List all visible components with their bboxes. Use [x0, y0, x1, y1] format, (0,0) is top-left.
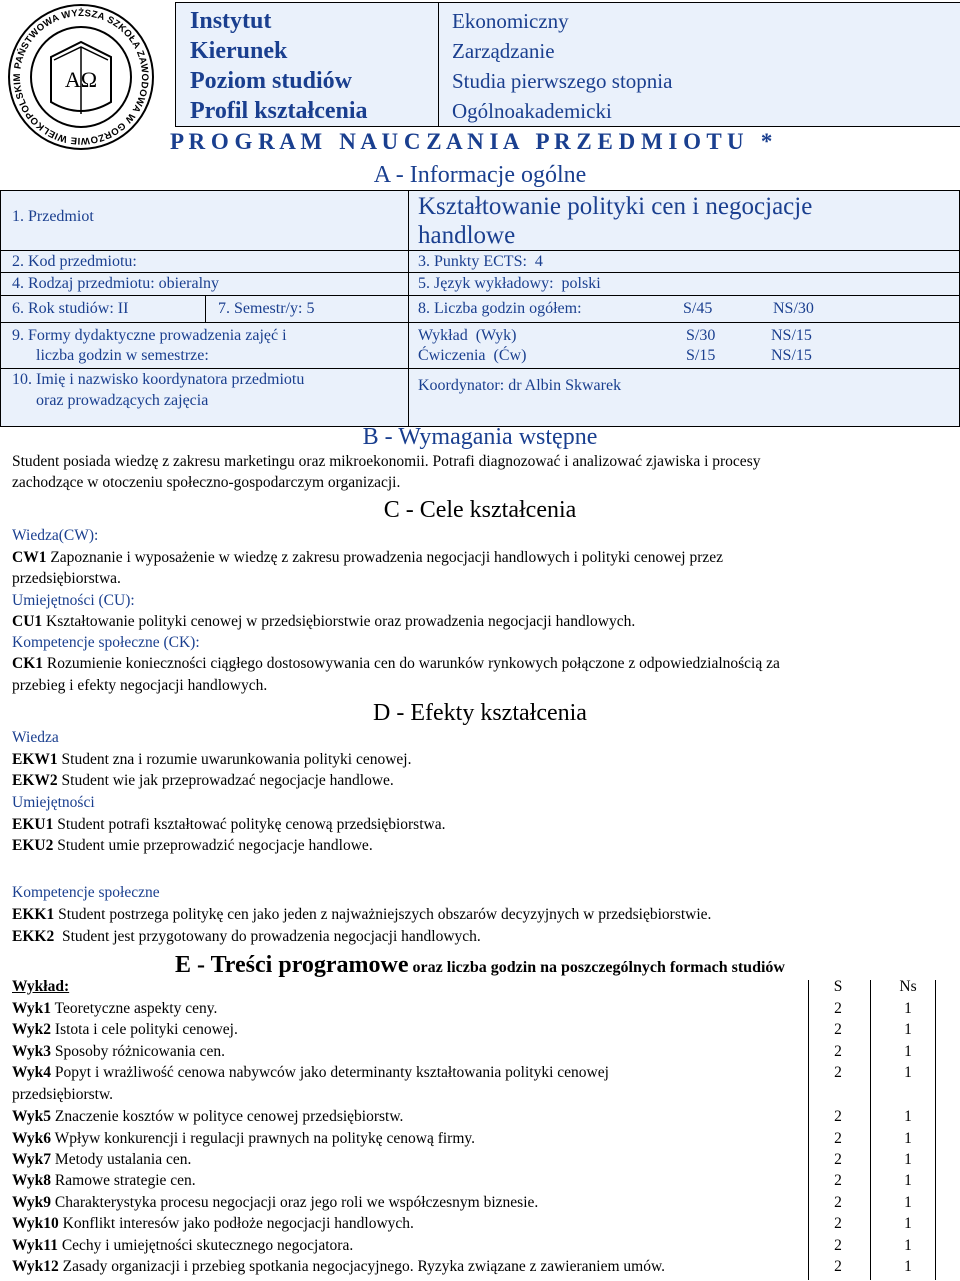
wyklad-item — [12, 1043, 802, 1061]
wyklad-item-text: Zasady organizacji i przebieg spotkania negocjacyjnego. Ryzyka związane z zawieraniem umów. — [58, 1258, 665, 1275]
ekk2-code: EKK2 — [12, 928, 55, 945]
wymagania-line-2: zachodzące w otoczeniu społeczno-gospodarczym organizacji. — [12, 474, 401, 491]
eku1-text: Student potrafi kształtować politykę cenową przedsiębiorstwa. — [53, 816, 446, 833]
col-s-header: S — [833, 978, 843, 995]
liczba-godzin-ns: NS/30 — [773, 300, 814, 317]
eku2-line — [12, 837, 373, 855]
koordynator-label-2: oraz prowadzących zajęcia — [36, 392, 209, 409]
wymagania-line-1: Student posiada wiedzę z zakresu marketingu oraz mikroekonomii. Potrafi diagnozować i analizować zjawiska i procesy — [12, 453, 761, 470]
cele-umiejetnosci-label: Umiejętności (CU): — [12, 592, 135, 609]
ekw2-text: Student wie jak przeprowadzać negocjacje handlowe. — [57, 772, 394, 789]
forma-cwiczenia: Ćwiczenia (Ćw) — [418, 347, 527, 364]
wyklad-item-code: Wyk8 — [12, 1172, 52, 1189]
wyklad-item-text: Popyt i wrażliwość cenowa nabywców jako determinanty kształtowania polityki cenowej — [51, 1064, 609, 1081]
wyklad-item — [12, 1064, 802, 1082]
wyklad-item-code: Wyk11 — [12, 1237, 58, 1254]
svg-text:PAŃSTWOWA WYŻSZA SZKOŁA ZAWODO: PAŃSTWOWA WYŻSZA SZKOŁA ZAWODOWA W GORZOWIE WIELKOPOLSKIM — [11, 7, 151, 147]
wyklad-item-hours-s: 2 — [834, 1108, 842, 1125]
wyklad-item-code: Wyk6 — [12, 1130, 52, 1147]
wyklad-item-code: Wyk1 — [12, 1000, 52, 1017]
eku1-code: EKU1 — [12, 816, 54, 833]
ck1-code: CK1 — [12, 655, 43, 672]
wyklad-item-hours-s: 2 — [834, 1237, 842, 1254]
wyklad-list-label: Wykład: — [12, 978, 70, 995]
ekk1-line — [12, 906, 711, 924]
section-e-heading-rest: oraz liczba godzin na poszczególnych formach studiów — [408, 959, 785, 976]
wyklad-item-hours-s: 2 — [834, 1172, 842, 1189]
kod-przedmiotu: 2. Kod przedmiotu: — [12, 253, 137, 270]
wyklad-item — [12, 1215, 802, 1233]
wyklad-item — [12, 1194, 802, 1212]
wyklad-item-hours-ns: 1 — [904, 1237, 912, 1254]
wyklad-item-hours-s: 2 — [834, 1151, 842, 1168]
ck1-text: Rozumienie konieczności ciągłego dostosowywania cen do warunków rynkowych połączone z odpowiedzialnością za — [43, 655, 780, 672]
cwiczenia-s: S/15 — [686, 347, 716, 364]
cwiczenia-ns: NS/15 — [771, 347, 812, 364]
col-ns-header: Ns — [899, 978, 917, 995]
ekw1-line — [12, 751, 411, 769]
wyklad-item-code: Wyk3 — [12, 1043, 52, 1060]
wyklad-item-text: Wpływ konkurencji i regulacji prawnych na politykę cenową firmy. — [51, 1130, 476, 1147]
section-e-heading — [0, 950, 960, 983]
rodzaj-przedmiotu: 4. Rodzaj przedmiotu: obieralny — [12, 275, 220, 292]
wyklad-item-hours-ns: 1 — [904, 1172, 912, 1189]
wyklad-item-hours-ns: 1 — [904, 1151, 912, 1168]
wyklad-item-hours-s: 2 — [834, 1215, 842, 1232]
wyklad-item-code: Wyk2 — [12, 1021, 52, 1038]
wyklad-item-hours-s: 2 — [834, 1021, 842, 1038]
wyklad-item-text: Istota i cele polityki cenowej. — [51, 1021, 238, 1038]
svg-text:AΩ: AΩ — [64, 67, 98, 92]
ekk1-code: EKK1 — [12, 906, 55, 923]
ck1-line-2: przebieg i efekty negocjacji handlowych. — [12, 677, 268, 694]
formy-label-1: 9. Formy dydaktyczne prowadzenia zajęć i — [12, 327, 287, 344]
header-value-kierunek: Zarządzanie — [452, 39, 555, 63]
wyklad-item-hours-ns: 1 — [904, 1064, 912, 1081]
wyklad-s: S/30 — [686, 327, 716, 344]
przedmiot-label: 1. Przedmiot — [12, 208, 94, 225]
header-value-poziom: Studia pierwszego stopnia — [452, 69, 673, 93]
ekk2-text: Student jest przygotowany do prowadzenia negocjacji handlowych. — [54, 928, 481, 945]
cele-kompetencje-label: Kompetencje społeczne (CK): — [12, 634, 200, 651]
wyklad-item — [12, 1021, 802, 1039]
cu1-code: CU1 — [12, 613, 43, 630]
wyklad-item — [12, 1000, 802, 1018]
liczba-godzin-label: 8. Liczba godzin ogółem: — [418, 300, 582, 317]
cw1-line-2: przedsiębiorstwa. — [12, 570, 121, 587]
header-label-profil: Profil kształcenia — [190, 98, 368, 124]
wyklad-item-text: Teoretyczne aspekty ceny. — [51, 1000, 218, 1017]
wyklad-item-hours-s: 2 — [834, 1130, 842, 1147]
ekw1-code: EKW1 — [12, 751, 58, 768]
cw1-line-1 — [12, 549, 723, 567]
cu1-text: Kształtowanie polityki cenowej w przedsiębiorstwie oraz prowadzenia negocjacji handlowych. — [42, 613, 636, 630]
przedmiot-name-line2: handlowe — [418, 222, 516, 249]
ekw1-text: Student zna i rozumie uwarunkowania polityki cenowej. — [57, 751, 412, 768]
wyklad-item-hours-ns: 1 — [904, 1043, 912, 1060]
wyklad-item-code: Wyk4 — [12, 1064, 52, 1081]
eku2-code: EKU2 — [12, 837, 54, 854]
wyklad-item-hours-s: 2 — [834, 1000, 842, 1017]
efekty-kompetencje-label: Kompetencje społeczne — [12, 884, 160, 901]
forma-wyklad: Wykład (Wyk) — [418, 327, 517, 344]
ekw2-code: EKW2 — [12, 772, 58, 789]
ekw2-line — [12, 772, 394, 790]
wyklad-item-text: Cechy i umiejętności skutecznego negocjatora. — [57, 1237, 354, 1254]
section-b-heading: B - Wymagania wstępne — [362, 424, 598, 450]
wyklad-item — [12, 1151, 802, 1169]
university-logo — [6, 2, 156, 152]
cu1-line — [12, 613, 635, 631]
wyklad-item-hours-ns: 1 — [904, 1194, 912, 1211]
wyklad-item-hours-ns: 1 — [904, 1000, 912, 1017]
wyklad-item-code: Wyk5 — [12, 1108, 52, 1125]
program-title: P R O G R A M N A U C Z A N I A P R Z E D M I O T U * — [170, 129, 773, 154]
wyklad-item — [12, 1237, 802, 1255]
wyklad-item-text: Charakterystyka procesu negocjacji oraz jego roli we współczesnym biznesie. — [51, 1194, 539, 1211]
wyklad-item-text: Metody ustalania cen. — [51, 1151, 192, 1168]
wyklad-item-text: Ramowe strategie cen. — [51, 1172, 196, 1189]
wyklad-item-hours-s: 2 — [834, 1258, 842, 1275]
semestr: 7. Semestr/y: 5 — [218, 300, 315, 317]
wyklad-item-hours-s: 2 — [834, 1194, 842, 1211]
wyklad-item-hours-ns: 1 — [904, 1215, 912, 1232]
wyklad-item-code: Wyk10 — [12, 1215, 59, 1232]
header-label-instytut: Instytut — [190, 8, 272, 34]
section-e-heading-main: E - Treści programowe — [175, 952, 409, 978]
punkty-ects: 3. Punkty ECTS: 4 — [418, 253, 543, 270]
ekk1-text: Student postrzega politykę cen jako jeden z najważniejszych obszarów decyzyjnych w przedsiębiorstwie. — [54, 906, 712, 923]
wyklad-item-hours-ns: 1 — [904, 1108, 912, 1125]
logo-emblem-icon — [6, 2, 156, 152]
wyklad-item-hours-ns: 1 — [904, 1130, 912, 1147]
eku2-text: Student umie przeprowadzić negocjacje handlowe. — [53, 837, 373, 854]
efekty-umiejetnosci-label: Umiejętności — [12, 794, 95, 811]
wyklad-item — [12, 1108, 802, 1126]
wyklad-ns: NS/15 — [771, 327, 812, 344]
wyklad-item-text-cont: przedsiębiorstw. — [12, 1086, 114, 1103]
wyklad-item-hours-s: 2 — [834, 1043, 842, 1060]
koordynator-value: Koordynator: dr Albin Skwarek — [418, 377, 622, 394]
wyklad-item-text: Sposoby różnicowania cen. — [51, 1043, 225, 1060]
header-label-kierunek: Kierunek — [190, 38, 288, 64]
ck1-line-1 — [12, 655, 780, 673]
wyklad-item — [12, 1130, 802, 1148]
wyklad-item — [12, 1258, 802, 1276]
rok-studiow: 6. Rok studiów: II — [12, 300, 129, 317]
wyklad-item — [12, 1172, 802, 1190]
liczba-godzin-s: S/45 — [683, 300, 713, 317]
header-label-poziom: Poziom studiów — [190, 68, 352, 94]
koordynator-label-1: 10. Imię i nazwisko koordynatora przedmiotu — [12, 371, 305, 388]
cw1-code: CW1 — [12, 549, 47, 566]
section-a-heading: A - Informacje ogólne — [373, 162, 587, 188]
eku1-line — [12, 816, 445, 834]
section-c-heading: C - Cele kształcenia — [383, 497, 577, 523]
wyklad-item-text: Konflikt interesów jako podłoże negocjacji handlowych. — [58, 1215, 414, 1232]
section-d-heading: D - Efekty kształcenia — [373, 700, 587, 726]
przedmiot-name-line1: Kształtowanie polityki cen i negocjacje — [418, 193, 813, 220]
header-value-profil: Ogólnoakademicki — [452, 99, 612, 123]
wyklad-item-code: Wyk12 — [12, 1258, 59, 1275]
header-value-instytut: Ekonomiczny — [452, 9, 569, 33]
formy-label-2: liczba godzin w semestrze: — [36, 347, 209, 364]
wyklad-item-hours-ns: 1 — [904, 1258, 912, 1275]
wyklad-item-code: Wyk9 — [12, 1194, 52, 1211]
wyklad-item-code: Wyk7 — [12, 1151, 52, 1168]
wyklad-item-hours-ns: 1 — [904, 1021, 912, 1038]
wyklad-item-hours-s: 2 — [834, 1064, 842, 1081]
efekty-wiedza-label: Wiedza — [12, 729, 59, 746]
cele-wiedza-label: Wiedza(CW): — [12, 527, 99, 544]
ekk2-line — [12, 928, 481, 946]
jezyk-wykladowy: 5. Język wykładowy: polski — [418, 275, 601, 292]
cw1-text: Zapoznanie i wyposażenie w wiedzę z zakresu prowadzenia negocjacji handlowych i polityki cenowej przez — [46, 549, 723, 566]
wyklad-item-text: Znaczenie kosztów w polityce cenowej przedsiębiorstw. — [51, 1108, 404, 1125]
